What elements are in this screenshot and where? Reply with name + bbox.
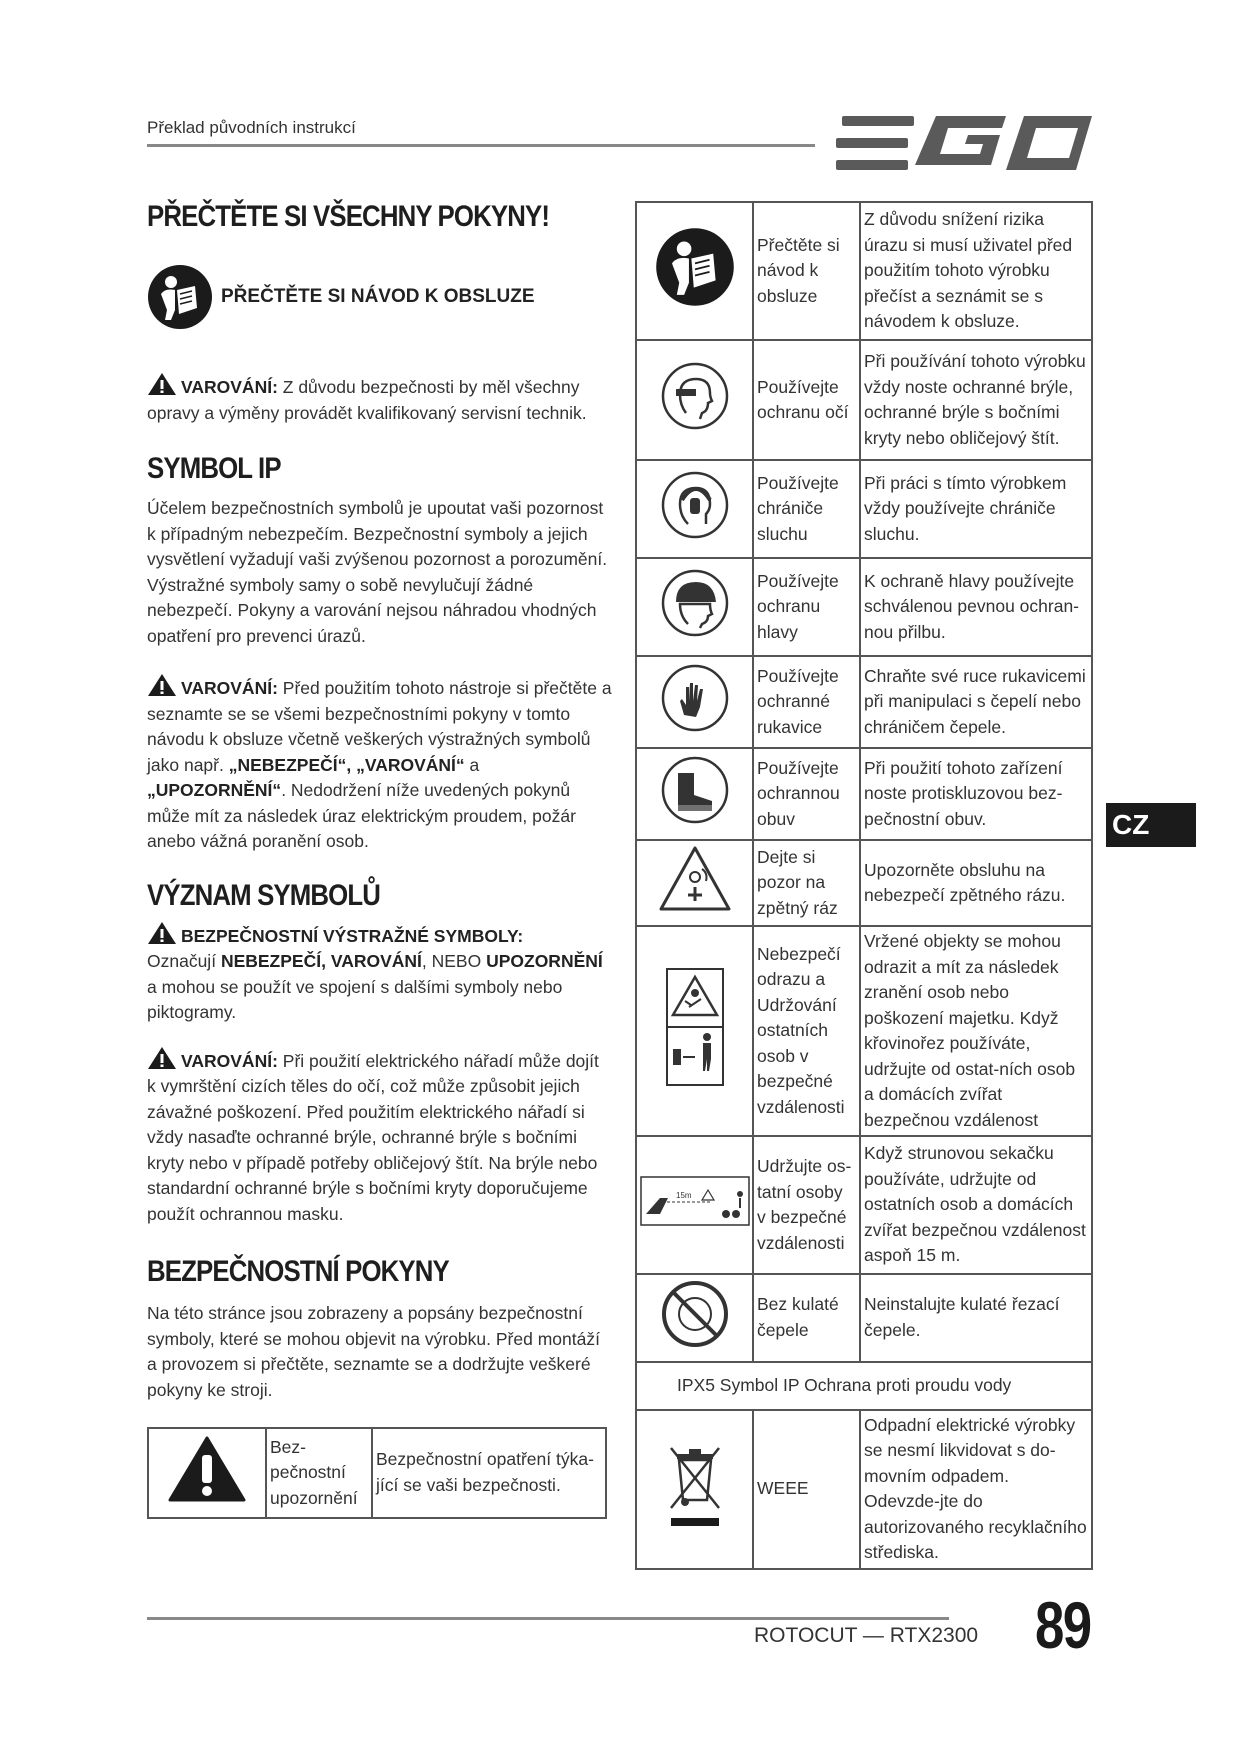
ego-logo: [836, 112, 1096, 174]
warning-triangle-icon: [147, 1046, 177, 1070]
symbol-desc: Z důvodu snížení rizika úrazu si musí uživatel před použitím tohoto výrobku přečíst a seznámit se s návodem k obsluze.: [860, 202, 1092, 340]
footer-rule: [147, 1617, 949, 1620]
safety-boots-icon: [660, 755, 730, 825]
safety-symbols-label: BEZPEČNOSTNÍ VÝSTRAŽNÉ SYMBOLY:: [181, 925, 524, 946]
safety-instructions-heading: BEZPEČNOSTNÍ POKYNY: [147, 1255, 449, 1288]
symbol-name: Přečtěte si návod k obsluze: [753, 202, 860, 340]
safety-symbols-paragraph: [147, 921, 612, 1026]
symbols-table: [635, 201, 1093, 1570]
safety-alert-icon: [167, 1435, 247, 1503]
ipx5-row-text: IPX5 Symbol IP Ochrana proti proudu vody: [636, 1362, 1092, 1410]
table-row: [636, 558, 1092, 656]
warning-label: VAROVÁNÍ:: [181, 678, 278, 698]
read-manual-icon: [655, 227, 735, 307]
symbol-desc: Odpadní elektrické výrobky se nesmí likvidovat s do-movním odpadem. Odevzde-jte do autorizovaného recyklačního střediska.: [860, 1410, 1092, 1569]
table-row: [636, 748, 1092, 840]
safety-alert-table: [147, 1427, 607, 1519]
head-protection-icon: [660, 568, 730, 638]
warning-triangle-icon: [147, 673, 177, 697]
table-row: [636, 1410, 1092, 1569]
warning-triangle-icon: [147, 372, 177, 396]
table-row: [636, 340, 1092, 460]
table-row: [636, 656, 1092, 748]
manual-label: PŘEČTĚTE SI NÁVOD K OBSLUZE: [221, 286, 535, 307]
symbol-desc: Při použití tohoto zařízení noste protiskluzovou bez-pečnostní obuv.: [860, 748, 1092, 840]
page-title: PŘEČTĚTE SI VŠECHNY POKYNY!: [147, 200, 550, 233]
symbol-name: Bez kulaté čepele: [753, 1274, 860, 1362]
safety-text: Označují: [147, 951, 221, 971]
header-subtitle: Překlad původních instrukcí: [147, 118, 356, 137]
read-manual-icon: [147, 264, 213, 330]
warning-emphasis: „NEBEZPEČÍ“, „VAROVÁNÍ“: [228, 754, 465, 775]
warning-paragraph-3: [147, 1046, 612, 1228]
symbol-ip-text: Účelem bezpečnostních symbolů je upoutat vaši pozornost k případným nebezpečím. Bezpečnostní symboly a jejich vysvětlení vyžadují vaši zvýšenou pozornost a porozumění. Výstražné symboly samy o sobě nevylučují žádné nebezpečí. Pokyny a varování nejsou náhradou vhodných opatření pro prevenci úrazů.: [147, 498, 608, 646]
table-row: [636, 1274, 1092, 1362]
safety-instructions-text: Na této stránce jsou zobrazeny a popsány bezpečnostní symboly, které se mohou objevit na výrobku. Před montáží a provozem si přečtěte, seznamte se a dodržujte veškeré pokyny ke stroji.: [147, 1303, 600, 1400]
footer-product: ROTOCUT — RTX2300: [754, 1624, 979, 1647]
ear-protection-icon: [660, 470, 730, 540]
symbol-name: Používejte ochrannou obuv: [753, 748, 860, 840]
warning-text: . Nedodržení níže uvedených pokynů může mít za následek úraz elektrickým proudem, požár anebo vážná poranění osob.: [147, 780, 576, 851]
symbol-desc: Při práci s tímto výrobkem vždy používejte chrániče sluchu.: [860, 460, 1092, 558]
warning-text: Před použitím tohoto nástroje si přečtěte a seznamte se se všemi bezpečnostními pokyny v tomto návodu k obsluze včetně veškerých výstražných symbolů jako např.: [147, 678, 612, 775]
table-row: [636, 460, 1092, 558]
warning-triangle-icon: [147, 921, 177, 945]
page-number: 89: [1035, 1588, 1091, 1662]
table-row: [636, 1136, 1092, 1274]
symbol-name: Používejte chrániče sluchu: [753, 460, 860, 558]
safety-text: a mohou se použít ve spojení s dalšími symboly nebo piktogramy.: [147, 976, 563, 1022]
warning-text: a: [464, 754, 480, 775]
warning-paragraph-2: [147, 673, 612, 855]
safety-alert-name: Bez-pečnostní upozornění: [266, 1428, 372, 1518]
safety-emphasis: NEBEZPEČÍ, VAROVÁNÍ: [220, 951, 422, 971]
symbol-name: Používejte ochranu hlavy: [753, 558, 860, 656]
warning-paragraph-1: [147, 372, 612, 426]
symbol-desc: Upozorněte obsluhu na nebezpečí zpětného rázu.: [860, 840, 1092, 926]
safety-alert-desc: Bezpečnostní opatření týka-jící se vaši bezpečnosti.: [372, 1428, 606, 1518]
eye-protection-icon: [660, 361, 730, 431]
symbol-name: Dejte si pozor na zpětný ráz: [753, 840, 860, 926]
header-rule: [147, 144, 815, 147]
table-row: [636, 1362, 1092, 1410]
symbol-name: Používejte ochranu očí: [753, 340, 860, 460]
warning-text: Při použití elektrického nářadí může dojít k vymrštění cizích těles do očí, což může způsobit jejich závažné poškození. Před použitím elektrického nářadí si vždy nasaďte ochranné brýle, ochranné brýle s bočními kryty nebo v případě potřeby obličejový štít. Na brýle nebo standardní ochranné brýle s bočními kryty doporučujeme použít ochrannou masku.: [147, 1050, 599, 1224]
symbol-desc: Když strunovou sekačku používáte, udržujte od ostatních osob a domácích zvířat bezpečnou vzdálenost aspoň 15 m.: [860, 1136, 1092, 1274]
symbol-name: Nebezpečí odrazu a Udržování ostatních osob v bezpečné vzdálenosti: [753, 926, 860, 1136]
language-tab: CZ: [1106, 803, 1196, 847]
gloves-icon: [660, 663, 730, 733]
thrown-objects-icon: [665, 967, 725, 1087]
weee-bin-icon: [665, 1440, 725, 1530]
warning-label: VAROVÁNÍ:: [181, 1050, 278, 1071]
warning-label: VAROVÁNÍ:: [181, 377, 278, 397]
safety-text: , NEBO: [421, 951, 487, 971]
symbol-meaning-heading: VÝZNAM SYMBOLŮ: [147, 878, 381, 912]
kickback-warning-icon: [658, 845, 732, 913]
symbol-desc: K ochraně hlavy používejte schválenou pevnou ochran-nou přilbu.: [860, 558, 1092, 656]
no-round-blades-icon: [660, 1279, 730, 1349]
table-row: [636, 840, 1092, 926]
symbol-desc: Chraňte své ruce rukavicemi při manipulaci s čepelí nebo chráničem čepele.: [860, 656, 1092, 748]
keep-distance-icon: [640, 1176, 750, 1226]
distance-label: 15m: [675, 1191, 692, 1201]
symbol-name: Používejte ochranné rukavice: [753, 656, 860, 748]
symbol-name: Udržujte os-tatní osoby v bezpečné vzdálenosti: [753, 1136, 860, 1274]
safety-emphasis: UPOZORNĚNÍ: [486, 951, 603, 971]
symbol-desc: Při používání tohoto výrobku vždy noste ochranné brýle, ochranné brýle s bočními kryty nebo obličejový štít.: [860, 340, 1092, 460]
symbol-desc: Neinstalujte kulaté řezací čepele.: [860, 1274, 1092, 1362]
symbol-name: WEEE: [753, 1410, 860, 1569]
table-row: [636, 926, 1092, 1136]
table-row: [636, 202, 1092, 340]
warning-emphasis: „UPOZORNĚNÍ“: [147, 780, 282, 800]
warning-text: Z důvodu bezpečnosti by měl všechny opravy a výměny provádět kvalifikovaný servisní technik.: [147, 377, 587, 423]
symbol-ip-heading: SYMBOL IP: [147, 452, 281, 485]
symbol-desc: Vržené objekty se mohou odrazit a mít za následek zranění osob nebo poškození majetku. Když křovinořez používáte, udržujte od ostat-ních osob a domácích zvířat bezpečnou vzdálenost: [860, 926, 1092, 1136]
